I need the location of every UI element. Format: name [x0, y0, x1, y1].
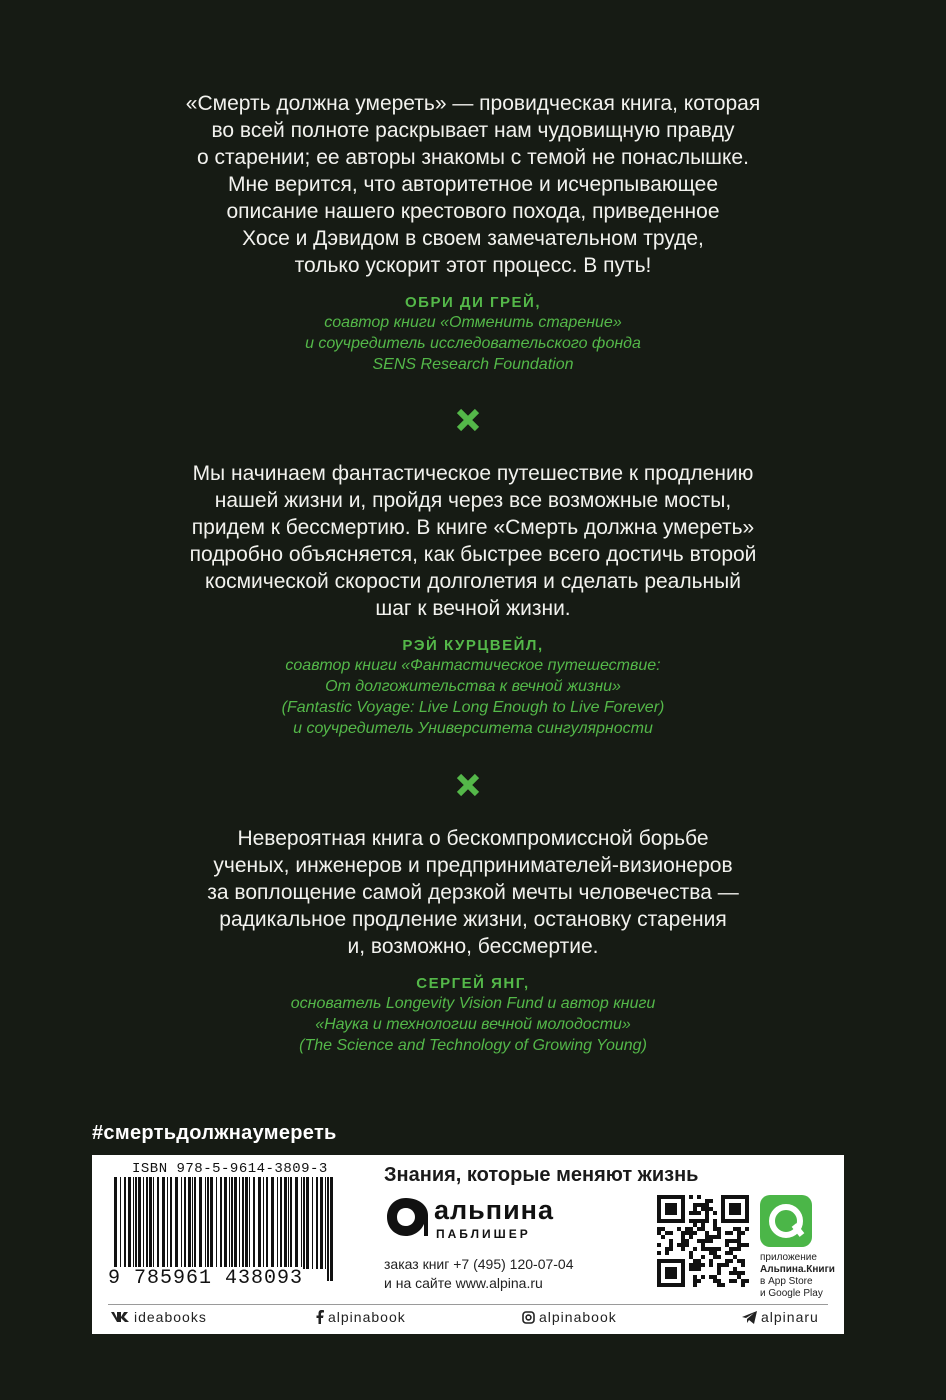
blurb-author: СЕРГЕЙ ЯНГ,: [416, 975, 530, 992]
social-facebook[interactable]: alpinabook: [316, 1309, 406, 1325]
telegram-icon: [742, 1311, 757, 1324]
order-info: заказ книг +7 (495) 120-07-04 и на сайте www.alpina.ru: [384, 1256, 574, 1291]
tagline: Знания, которые меняют жизнь: [384, 1164, 699, 1186]
blurb-2: [0, 460, 946, 739]
blurb-credit: основатель Longevity Vision Fund и автор книги «Наука и технологии вечной молодости» (The Science and Technology of Growing Young): [290, 995, 656, 1054]
blurb-quote: «Смерть должна умереть» — провидческая книга, которая во всей полноте раскрывает нам чудовищную правду о старении; ее авторы знакомы с темой не понаслышке. Мне верится, что авторитетное и исчерпывающее описание нашего крестового похода, приведенное Хосе и Дэвидом в своем замечательном труде, только ускорит этот процесс. В путь!: [185, 92, 761, 277]
blurb-credit: соавтор книги «Отменить старение» и соучредитель исследовательского фонда SENS Research Foundation: [305, 314, 641, 373]
instagram-icon: [522, 1311, 535, 1324]
ean-digits: 9 785961 438093: [108, 1267, 304, 1290]
blurb-author: РЭЙ КУРЦВЕЙЛ,: [402, 637, 544, 654]
blurb-quote: Невероятная книга о бескомпромиссной борьбе ученых, инженеров и предпринимателей-визионеров за воплощение самой дерзкой мечты человечества — радикальное продление жизни, остановку старения и, возможно, бессмертие.: [207, 827, 739, 958]
alpina-app-icon: [760, 1195, 812, 1247]
social-vk[interactable]: ideabooks: [110, 1309, 207, 1325]
blurb-quote: Мы начинаем фантастическое путешествие к продлению нашей жизни и, пройдя через все возможные мосты, придем к бессмертию. В книге «Смерть должна умереть» подробно объясняется, как быстрее всего достичь второй космической скорости долголетия и сделать реальный шаг к вечной жизни.: [189, 462, 757, 620]
publisher-name: альпина: [434, 1195, 554, 1225]
panel-divider: [108, 1304, 828, 1305]
cross-icon: [455, 772, 481, 798]
facebook-icon: [316, 1310, 324, 1324]
blurb-credit: соавтор книги «Фантастическое путешествие: От долгожительства к вечной жизни» (Fantastic Voyage: Live Long Enough to Live Forever) и соучредитель Университета сингулярности: [281, 657, 665, 737]
qr-code[interactable]: [657, 1195, 749, 1287]
publisher-sub: ПАБЛИШЕР: [436, 1227, 531, 1241]
app-icon[interactable]: [760, 1195, 812, 1247]
social-telegram[interactable]: alpinaru: [742, 1309, 819, 1325]
blurb-1: [0, 90, 946, 375]
alpina-logo-icon: [384, 1195, 428, 1239]
blurb-3: [0, 825, 946, 1056]
hashtag: #смертьдолжнаумереть: [92, 1122, 337, 1144]
vk-icon: [110, 1311, 130, 1323]
isbn-label: ISBN 978-5-9614-3809-3: [132, 1161, 328, 1177]
publisher-panel: [92, 1155, 844, 1334]
social-instagram[interactable]: alpinabook: [522, 1309, 617, 1325]
blurb-author: ОБРИ ДИ ГРЕЙ,: [405, 294, 541, 311]
app-info: приложение Альпина.Книги в App Store и Google Play: [760, 1252, 835, 1299]
cross-icon: [455, 407, 481, 433]
